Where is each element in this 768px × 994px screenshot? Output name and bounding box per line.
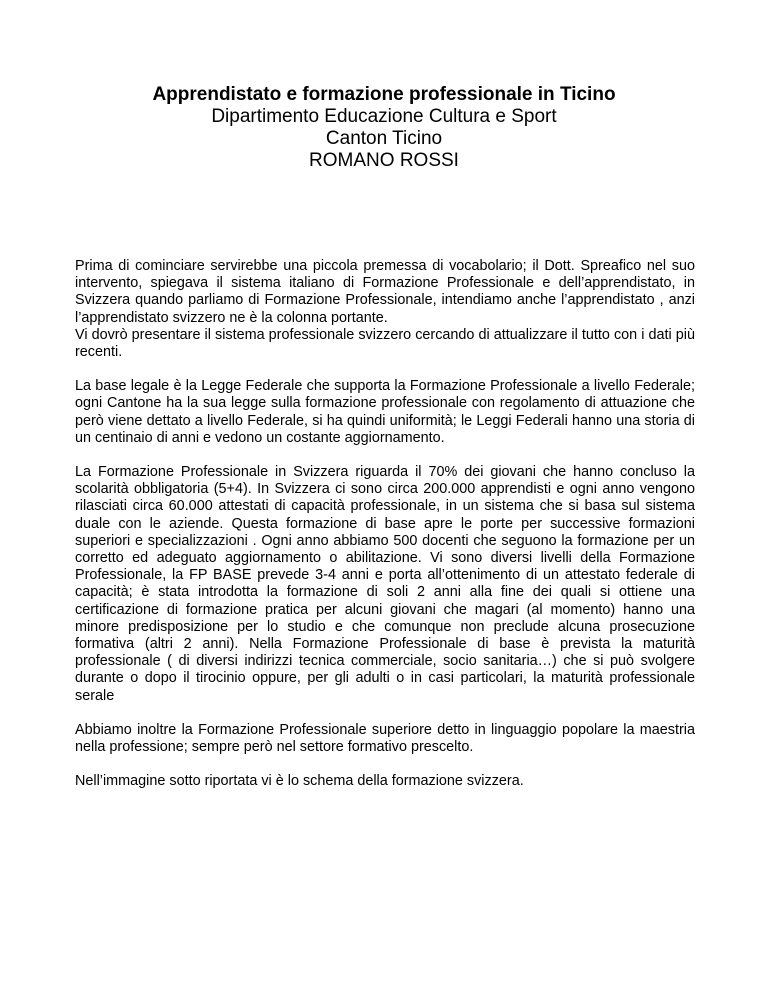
- paragraph-legal-basis: La base legale è la Legge Federale che supporta la Formazione Professionale a livello Federale; ogni Cantone ha la sua legge sulla formazione professionale con regolamento di attuazione che però viene dettato a livello Federale, si ha quindi uniformità; le Leggi Federali hanno una storia di un centinaio di anni e vedono un costante aggiornamento.: [75, 378, 695, 446]
- document-subtitle-canton: Canton Ticino: [325, 128, 443, 149]
- paragraph-training-overview: La Formazione Professionale in Svizzera riguarda il 70% dei giovani che hanno concluso la scolarità obbligatoria (5+4). In Svizzera ci sono circa 200.000 apprendisti e ogni anno vengono rilasciati circa 60.000 attestati di capacità professionale, in un sistema che si basa sul sistema duale con le aziende. Questa formazione di base apre le porte per successive formazioni superiori e specializzazioni . Ogni anno abbiamo 500 docenti che seguono la formazione per un corretto ed adeguato aggiornamento o abilitazione. Vi sono diversi livelli della Formazione Professionale, la FP BASE prevede 3-4 anni e porta all’ottenimento di un attestato federale di capacità; è stata introdotta la formazione di soli 2 anni alla fine dei quali si ottiene una certificazione di formazione pratica per alcuni giovani che magari (al momento) hanno una minore predisposizione per lo studio e che comunque non preclude alcuna prosecuzione formativa (altri 2 anni). Nella Formazione Professionale di base è prevista la maturità professionale ( di diversi indirizzi tecnica commerciale, socio sanitaria…) che si può svolgere durante o dopo il tirocinio oppure, per gli adulti o in casi particolari, la maturità professionale serale: [75, 464, 695, 704]
- paragraph-intro-continued: Vi dovrò presentare il sistema professionale svizzero cercando di attualizzare il tutto con i dati più recenti.: [75, 326, 695, 361]
- paragraph-intro: Prima di cominciare servirebbe una piccola premessa di vocabolario; il Dott. Spreafico nel suo intervento, spiegava il sistema italiano di Formazione Professionale e dell’apprendistato, in Svizzera quando parliamo di Formazione Professionale, intendiamo anche l’apprendistato , anzi l’apprendistato svizzero ne è la colonna portante.: [75, 258, 695, 326]
- paragraph-image-reference: Nell’immagine sotto riportata vi è lo schema della formazione svizzera.: [75, 773, 524, 790]
- document-body: [75, 258, 695, 807]
- document-title: Apprendistato e formazione professionale in Ticino: [152, 84, 616, 105]
- document-author: ROMANO ROSSI: [309, 150, 459, 171]
- document-subtitle-department: Dipartimento Educazione Cultura e Sport: [211, 106, 557, 127]
- paragraph-higher-training: Abbiamo inoltre la Formazione Professionale superiore detto in linguaggio popolare la maestria nella professione; sempre però nel settore formativo prescelto.: [75, 721, 695, 756]
- document-header: [0, 84, 768, 172]
